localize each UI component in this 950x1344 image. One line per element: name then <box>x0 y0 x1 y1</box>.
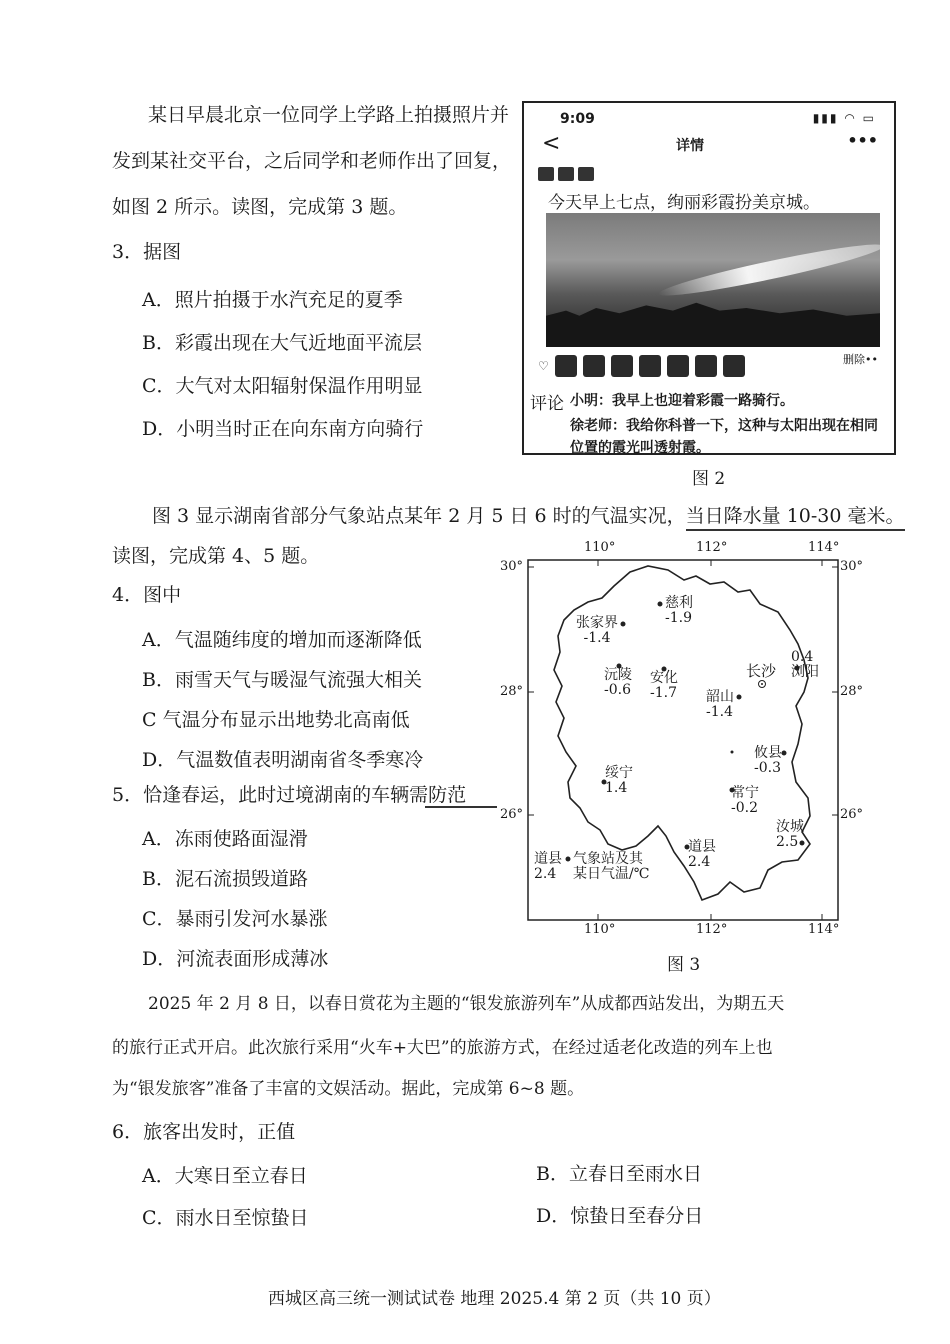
q4-option-b[interactable]: B．雨雪天气与暖湿气流强大相关 <box>142 669 422 691</box>
figure-2-caption: 图 2 <box>692 469 726 489</box>
avatar <box>667 355 689 377</box>
lat-left-26: 26° <box>500 807 524 822</box>
battery-icon: ▭ <box>862 111 876 125</box>
signal-icon: ▮▮▮ <box>812 111 839 125</box>
q6-stem: 6．旅客出发时，正值 <box>112 1121 296 1143</box>
comment-teacher-line2: 位置的霞光叫透射霞。 <box>570 440 710 456</box>
q5-option-d[interactable]: D．河流表面形成薄冰 <box>142 948 329 970</box>
intro-fig2-line3: 如图 2 所示。读图，完成第 3 题。 <box>112 196 408 218</box>
q5-stem: 5．恰逢春运，此时过境湖南的车辆需防范 <box>112 784 467 806</box>
wifi-icon: ◠ <box>844 111 857 125</box>
lat-left-28: 28° <box>500 684 524 699</box>
intro-fig2-line1: 某日早晨北京一位同学上学路上拍摄照片并 <box>148 104 510 126</box>
q6-option-d[interactable]: D．惊蛰日至春分日 <box>536 1205 704 1227</box>
station-changsha: 长沙 <box>746 662 777 680</box>
post-text: 今天早上七点，绚丽彩霞扮美京城。 <box>548 193 820 213</box>
intro-fig2-line2: 发到某社交平台，之后同学和老师作出了回复， <box>112 150 512 172</box>
station-yuanling: 沅陵 -0.6 <box>604 667 632 698</box>
station-liuyang: 0.4 浏阳 <box>791 649 819 680</box>
station-zhangjiajie: 张家界 -1.4 <box>576 615 618 646</box>
intro-q6-line3: 为“银发旅客”准备了丰富的文娱活动。据此，完成第 6~8 题。 <box>112 1079 585 1099</box>
lon-bottom-114: 114° <box>808 922 840 937</box>
intro-fig3-precip-underlined: 当日降水量 10-30 毫米。 <box>686 505 905 531</box>
back-chevron-icon: < <box>542 131 561 156</box>
q3-option-c[interactable]: C．大气对太阳辐射保温作用明显 <box>142 375 423 397</box>
avatar <box>695 355 717 377</box>
comment-teacher-line1: 徐老师：我给你科普一下，这种与太阳出现在相同 <box>570 418 878 434</box>
legend-text: 气象站及其 某日气温/℃ <box>573 851 650 882</box>
avatar <box>723 355 745 377</box>
figure-3-caption: 图 3 <box>667 955 701 975</box>
station-suining: 绥宁 1.4 <box>605 765 633 796</box>
q6-option-b[interactable]: B．立春日至雨水日 <box>536 1163 702 1185</box>
avatar <box>611 355 633 377</box>
phone-page-title: 详情 <box>676 138 704 154</box>
avatar <box>538 167 554 181</box>
intro-fig3-line2: 读图，完成第 4、5 题。 <box>112 545 320 567</box>
station-cili: 慈利 -1.9 <box>665 595 693 626</box>
lat-left-30: 30° <box>500 559 524 574</box>
poster-avatar <box>538 167 594 181</box>
sunrise-photo <box>546 213 880 347</box>
q5-underline-mark <box>425 806 497 808</box>
delete-button: 删除•• <box>843 353 878 366</box>
station-changning: 常宁 -0.2 <box>731 785 759 816</box>
lon-top-114: 114° <box>808 540 840 555</box>
q5-option-b[interactable]: B．泥石流损毁道路 <box>142 868 308 890</box>
intro-fig3-line1-a: 图 3 显示湖南省部分气象站点某年 2 月 5 日 6 时的气温实况， <box>152 505 686 527</box>
heart-icon: ♡ <box>538 359 549 373</box>
q3-stem: 3．据图 <box>112 241 182 263</box>
station-anhua: 安化 -1.7 <box>650 670 678 701</box>
status-icons <box>813 111 876 125</box>
avatar <box>639 355 661 377</box>
lat-right-28: 28° <box>840 684 864 699</box>
q4-option-d[interactable]: D．气温数值表明湖南省冬季寒冷 <box>142 749 424 771</box>
page-footer: 西城区高三统一测试试卷 地理 2025.4 第 2 页（共 10 页） <box>268 1289 721 1309</box>
lat-right-26: 26° <box>840 807 864 822</box>
station-youxian: 攸县 -0.3 <box>754 745 782 776</box>
station-shaoshan: 韶山 -1.4 <box>706 689 734 720</box>
comment-xiaoming: 小明：我早上也迎着彩霞一路骑行。 <box>570 393 794 409</box>
lat-right-30: 30° <box>840 559 864 574</box>
q6-option-a[interactable]: A．大寒日至立春日 <box>142 1165 308 1187</box>
q3-option-b[interactable]: B．彩霞出现在大气近地面平流层 <box>142 332 422 354</box>
avatar <box>578 167 594 181</box>
avatar <box>558 167 574 181</box>
lon-top-112: 112° <box>696 540 728 555</box>
status-time: 9:09 <box>560 111 595 127</box>
q6-option-c[interactable]: C．雨水日至惊蛰日 <box>142 1207 309 1229</box>
legend-sample-station: 道县 2.4 <box>534 851 562 882</box>
q4-stem: 4．图中 <box>112 584 182 606</box>
q5-option-c[interactable]: C．暴雨引发河水暴涨 <box>142 908 328 930</box>
station-daoxian: 道县 2.4 <box>688 839 716 870</box>
lon-top-110: 110° <box>584 540 616 555</box>
more-icon: ••• <box>847 131 878 150</box>
avatar <box>555 355 577 377</box>
figure-2-phone-screenshot <box>522 101 896 455</box>
figure-3-hunan-map <box>498 540 868 940</box>
lon-bottom-110: 110° <box>584 922 616 937</box>
lon-bottom-112: 112° <box>696 922 728 937</box>
q3-option-a[interactable]: A．照片拍摄于水汽充足的夏季 <box>142 289 403 311</box>
q4-option-a[interactable]: A．气温随纬度的增加而逐渐降低 <box>142 629 422 651</box>
intro-q6-line1: 2025 年 2 月 8 日，以春日赏花为主题的“银发旅游列车”从成都西站发出，为期五天 <box>148 994 785 1014</box>
station-rucheng: 汝城 2.5 <box>776 819 804 850</box>
avatar <box>583 355 605 377</box>
intro-q6-line2: 的旅行正式开启。此次旅行采用“火车+大巴”的旅游方式，在经过适老化改造的列车上也 <box>112 1038 773 1058</box>
likes-row <box>538 355 745 377</box>
q3-option-d[interactable]: D．小明当时正在向东南方向骑行 <box>142 418 424 440</box>
q5-option-a[interactable]: A．冻雨使路面湿滑 <box>142 828 308 850</box>
q4-option-c[interactable]: C 气温分布显示出地势北高南低 <box>142 709 410 731</box>
comment-label: 评论 <box>530 394 564 414</box>
intro-fig3-line1 <box>152 505 905 528</box>
